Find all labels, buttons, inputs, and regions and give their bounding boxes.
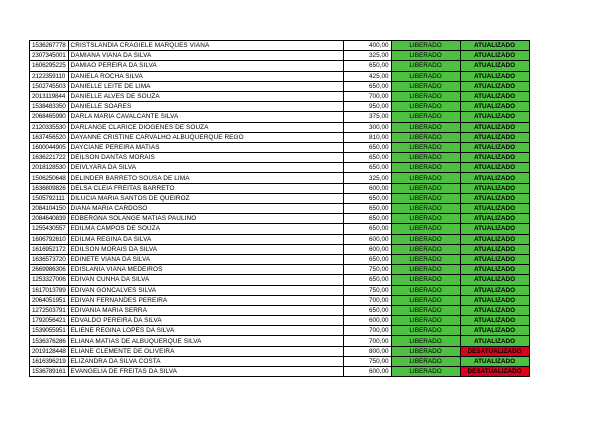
name-cell[interactable]: DANIELLE ALVES DE SOUZA [68, 91, 343, 101]
id-cell[interactable]: 1636221722 [30, 153, 69, 163]
table-row [30, 61, 530, 71]
table-row [30, 336, 530, 346]
value-cell[interactable]: 600,00 [343, 183, 391, 193]
name-cell[interactable]: EDISLANIA VIANA MEDEIROS [68, 265, 343, 275]
status-cell[interactable]: ATUALIZADO [460, 244, 529, 254]
table-row [30, 326, 530, 336]
id-cell[interactable]: 1636573720 [30, 254, 69, 264]
name-cell[interactable]: ELIANE CLEMENTE DE OLIVEIRA [68, 346, 343, 356]
situacao-cell[interactable]: LIBERADO [391, 41, 460, 51]
value-cell[interactable]: 650,00 [343, 305, 391, 315]
value-cell[interactable]: 950,00 [343, 102, 391, 112]
situacao-cell[interactable]: LIBERADO [391, 173, 460, 183]
situacao-cell[interactable]: LIBERADO [391, 112, 460, 122]
table-row [30, 265, 530, 275]
status-cell[interactable]: ATUALIZADO [460, 305, 529, 315]
value-cell[interactable]: 300,00 [343, 122, 391, 132]
situacao-cell[interactable]: LIBERADO [391, 122, 460, 132]
status-cell[interactable]: ATUALIZADO [460, 102, 529, 112]
id-cell[interactable]: 1600044905 [30, 142, 69, 152]
name-cell[interactable]: EDIVAN CUNHA DA SILVA [68, 275, 343, 285]
name-cell[interactable]: EDIVAN FERNANDES PEREIRA [68, 295, 343, 305]
id-cell[interactable]: 1539055951 [30, 326, 69, 336]
table-body [30, 41, 530, 377]
value-cell[interactable]: 325,00 [343, 51, 391, 61]
status-cell[interactable]: ATUALIZADO [460, 61, 529, 71]
id-cell[interactable]: 2084640839 [30, 214, 69, 224]
table-row [30, 132, 530, 142]
status-cell[interactable]: ATUALIZADO [460, 71, 529, 81]
value-cell[interactable]: 375,00 [343, 112, 391, 122]
value-cell[interactable]: 810,00 [343, 132, 391, 142]
status-cell[interactable]: ATUALIZADO [460, 193, 529, 203]
table-row [30, 81, 530, 91]
id-cell[interactable]: 1636809826 [30, 183, 69, 193]
table-row [30, 163, 530, 173]
value-cell[interactable]: 750,00 [343, 265, 391, 275]
value-cell[interactable]: 700,00 [343, 336, 391, 346]
name-cell[interactable]: DEIVLYARA DA SILVA [68, 163, 343, 173]
id-cell[interactable]: 1538483350 [30, 102, 69, 112]
table-row [30, 153, 530, 163]
id-cell[interactable]: 1536267778 [30, 41, 69, 51]
status-cell[interactable]: ATUALIZADO [460, 81, 529, 91]
value-cell[interactable]: 600,00 [343, 234, 391, 244]
status-cell[interactable]: ATUALIZADO [460, 326, 529, 336]
value-cell[interactable]: 700,00 [343, 326, 391, 336]
id-cell[interactable]: 1253327006 [30, 275, 69, 285]
table-row [30, 214, 530, 224]
name-cell[interactable]: EDBERGNA SOLANGE MATIAS PAULINO [68, 214, 343, 224]
id-cell[interactable]: 2084104150 [30, 204, 69, 214]
situacao-cell[interactable]: LIBERADO [391, 71, 460, 81]
table-row [30, 112, 530, 122]
id-cell[interactable]: 1255430557 [30, 224, 69, 234]
value-cell[interactable]: 700,00 [343, 295, 391, 305]
value-cell[interactable]: 650,00 [343, 163, 391, 173]
name-cell[interactable]: DARLANGE CLARICE DIOGENES DE SOUZA [68, 122, 343, 132]
value-cell[interactable]: 650,00 [343, 204, 391, 214]
situacao-cell[interactable]: LIBERADO [391, 91, 460, 101]
table-row [30, 193, 530, 203]
name-cell[interactable]: DAMIANA VIANA DA SILVA [68, 51, 343, 61]
value-cell[interactable]: 750,00 [343, 285, 391, 295]
status-cell[interactable]: ATUALIZADO [460, 142, 529, 152]
situacao-cell[interactable]: LIBERADO [391, 367, 460, 377]
table-row [30, 142, 530, 152]
table-row [30, 183, 530, 193]
status-cell[interactable]: ATUALIZADO [460, 214, 529, 224]
table-row [30, 51, 530, 61]
name-cell[interactable]: DANIELA ROCHA SILVA [68, 71, 343, 81]
id-cell[interactable]: 1792056421 [30, 316, 69, 326]
situacao-cell[interactable]: LIBERADO [391, 61, 460, 71]
name-cell[interactable]: CRISTSLANDIA CRAGIELE MARQUES VIANA [68, 41, 343, 51]
table-row [30, 173, 530, 183]
id-cell[interactable]: 2120335530 [30, 122, 69, 132]
table-row [30, 204, 530, 214]
value-cell[interactable]: 600,00 [343, 244, 391, 254]
name-cell[interactable]: EVANGELIA DE FREITAS DA SILVA [68, 367, 343, 377]
id-cell[interactable]: 1616952172 [30, 244, 69, 254]
value-cell[interactable]: 800,00 [343, 346, 391, 356]
status-cell[interactable]: ATUALIZADO [460, 234, 529, 244]
value-cell[interactable]: 650,00 [343, 142, 391, 152]
id-cell[interactable]: 1502745503 [30, 81, 69, 91]
status-cell[interactable]: ATUALIZADO [460, 112, 529, 122]
situacao-cell[interactable]: LIBERADO [391, 254, 460, 264]
value-cell[interactable]: 700,00 [343, 91, 391, 101]
name-cell[interactable]: EDIVANIA MARIA SERRA [68, 305, 343, 315]
id-cell[interactable]: 1637456520 [30, 132, 69, 142]
value-cell[interactable]: 650,00 [343, 81, 391, 91]
name-cell[interactable]: ELIENE REGINA LOPES DA SILVA [68, 326, 343, 336]
table-row [30, 305, 530, 315]
situacao-cell[interactable]: LIBERADO [391, 183, 460, 193]
situacao-cell[interactable]: LIBERADO [391, 142, 460, 152]
name-cell[interactable]: ELIZANDRA DA SILVA COSTA [68, 356, 343, 366]
name-cell[interactable]: DANIELLE SOARES [68, 102, 343, 112]
status-cell[interactable]: ATUALIZADO [460, 336, 529, 346]
situacao-cell[interactable]: LIBERADO [391, 214, 460, 224]
table-row [30, 224, 530, 234]
status-cell[interactable]: ATUALIZADO [460, 132, 529, 142]
table-row [30, 356, 530, 366]
situacao-cell[interactable]: LIBERADO [391, 204, 460, 214]
situacao-cell[interactable]: LIBERADO [391, 346, 460, 356]
status-cell[interactable]: ATUALIZADO [460, 356, 529, 366]
value-cell[interactable]: 425,00 [343, 71, 391, 81]
name-cell[interactable]: EDILMA CAMPOS DE SOUZA [68, 224, 343, 234]
value-cell[interactable]: 650,00 [343, 214, 391, 224]
name-cell[interactable]: DANIELLE LEITE DE LIMA [68, 81, 343, 91]
situacao-cell[interactable]: LIBERADO [391, 153, 460, 163]
status-cell[interactable]: DESATUALIZADO [460, 367, 529, 377]
situacao-cell[interactable]: LIBERADO [391, 244, 460, 254]
id-cell[interactable]: 2307345001 [30, 51, 69, 61]
table-row [30, 71, 530, 81]
name-cell[interactable]: DELINDER BARRETO SOUSA DE LIMA [68, 173, 343, 183]
name-cell[interactable]: DILUCIA MARIA SANTOS DE QUEIROZ [68, 193, 343, 203]
table-row [30, 295, 530, 305]
situacao-cell[interactable]: LIBERADO [391, 336, 460, 346]
value-cell[interactable]: 650,00 [343, 275, 391, 285]
table-row [30, 285, 530, 295]
value-cell[interactable]: 750,00 [343, 356, 391, 366]
value-cell[interactable]: 600,00 [343, 316, 391, 326]
value-cell[interactable]: 650,00 [343, 193, 391, 203]
status-cell[interactable]: ATUALIZADO [460, 173, 529, 183]
id-cell[interactable]: 1536789161 [30, 367, 69, 377]
status-cell[interactable]: ATUALIZADO [460, 316, 529, 326]
status-cell[interactable]: ATUALIZADO [460, 163, 529, 173]
table-row [30, 367, 530, 377]
status-cell[interactable]: ATUALIZADO [460, 224, 529, 234]
situacao-cell[interactable]: LIBERADO [391, 285, 460, 295]
situacao-cell[interactable]: LIBERADO [391, 326, 460, 336]
id-cell[interactable]: 1506250648 [30, 173, 69, 183]
table-row [30, 234, 530, 244]
situacao-cell[interactable]: LIBERADO [391, 132, 460, 142]
id-cell[interactable]: 1505792111 [30, 193, 69, 203]
situacao-cell[interactable]: LIBERADO [391, 316, 460, 326]
status-cell[interactable]: ATUALIZADO [460, 153, 529, 163]
table-row [30, 316, 530, 326]
situacao-cell[interactable]: LIBERADO [391, 102, 460, 112]
name-cell[interactable]: EDVALDO PEREIRA DA SILVA [68, 316, 343, 326]
value-cell[interactable]: 650,00 [343, 61, 391, 71]
situacao-cell[interactable]: LIBERADO [391, 295, 460, 305]
table-row [30, 41, 530, 51]
id-cell[interactable]: 1606295225 [30, 61, 69, 71]
status-cell[interactable]: ATUALIZADO [460, 91, 529, 101]
status-cell[interactable]: DESATUALIZADO [460, 346, 529, 356]
situacao-cell[interactable]: LIBERADO [391, 51, 460, 61]
value-cell[interactable]: 650,00 [343, 224, 391, 234]
name-cell[interactable]: DELSA CLEIA FREITAS BARRETO [68, 183, 343, 193]
id-cell[interactable]: 2013119844 [30, 91, 69, 101]
table-row [30, 91, 530, 101]
status-cell[interactable]: ATUALIZADO [460, 41, 529, 51]
name-cell[interactable]: DAYCIANE PEREIRA MATIAS [68, 142, 343, 152]
id-cell[interactable]: 1617013789 [30, 285, 69, 295]
table-row [30, 254, 530, 264]
table-row [30, 244, 530, 254]
name-cell[interactable]: DAMIAO PEREIRA DA SILVA [68, 61, 343, 71]
spreadsheet [29, 40, 530, 377]
status-cell[interactable]: ATUALIZADO [460, 122, 529, 132]
status-cell[interactable]: ATUALIZADO [460, 295, 529, 305]
name-cell[interactable]: DEILSON DANTAS MORAIS [68, 153, 343, 163]
situacao-cell[interactable]: LIBERADO [391, 193, 460, 203]
status-cell[interactable]: ATUALIZADO [460, 265, 529, 275]
situacao-cell[interactable]: LIBERADO [391, 163, 460, 173]
id-cell[interactable]: 2064051951 [30, 295, 69, 305]
name-cell[interactable]: DARLA MARIA CAVALCANTE SILVA [68, 112, 343, 122]
id-cell[interactable]: 2122359110 [30, 71, 69, 81]
status-cell[interactable]: ATUALIZADO [460, 275, 529, 285]
situacao-cell[interactable]: LIBERADO [391, 224, 460, 234]
situacao-cell[interactable]: LIBERADO [391, 81, 460, 91]
name-cell[interactable]: EDILSON MORAIS DA SILVA [68, 244, 343, 254]
id-cell[interactable]: 1616396219 [30, 356, 69, 366]
name-cell[interactable]: DAYANNE CRISTINE CARVALHO ALBUQUERQUE REGO [68, 132, 343, 142]
situacao-cell[interactable]: LIBERADO [391, 275, 460, 285]
status-cell[interactable]: ATUALIZADO [460, 254, 529, 264]
name-cell[interactable]: EDINETE VIANA DA SILVA [68, 254, 343, 264]
value-cell[interactable]: 650,00 [343, 153, 391, 163]
beneficiary-table [29, 40, 530, 377]
value-cell[interactable]: 325,00 [343, 173, 391, 183]
situacao-cell[interactable]: LIBERADO [391, 265, 460, 275]
id-cell[interactable]: 2019128448 [30, 346, 69, 356]
value-cell[interactable]: 600,00 [343, 367, 391, 377]
table-row [30, 275, 530, 285]
name-cell[interactable]: ELIANA MATIAS DE ALBUQUERQUE SILVA [68, 336, 343, 346]
status-cell[interactable]: ATUALIZADO [460, 285, 529, 295]
status-cell[interactable]: ATUALIZADO [460, 183, 529, 193]
situacao-cell[interactable]: LIBERADO [391, 234, 460, 244]
id-cell[interactable]: 2669986306 [30, 265, 69, 275]
id-cell[interactable]: 1536376286 [30, 336, 69, 346]
status-cell[interactable]: ATUALIZADO [460, 51, 529, 61]
id-cell[interactable]: 2018128530 [30, 163, 69, 173]
id-cell[interactable]: 1606792610 [30, 234, 69, 244]
table-row [30, 102, 530, 112]
status-cell[interactable]: ATUALIZADO [460, 204, 529, 214]
id-cell[interactable]: 1272503791 [30, 305, 69, 315]
name-cell[interactable]: DIANA MARIA CARDOSO [68, 204, 343, 214]
value-cell[interactable]: 650,00 [343, 254, 391, 264]
situacao-cell[interactable]: LIBERADO [391, 356, 460, 366]
table-row [30, 122, 530, 132]
value-cell[interactable]: 400,00 [343, 41, 391, 51]
name-cell[interactable]: EDILMA REGINA DA SILVA [68, 234, 343, 244]
id-cell[interactable]: 2068465990 [30, 112, 69, 122]
situacao-cell[interactable]: LIBERADO [391, 305, 460, 315]
name-cell[interactable]: EDIVAN GONCALVES SILVA [68, 285, 343, 295]
table-row [30, 346, 530, 356]
